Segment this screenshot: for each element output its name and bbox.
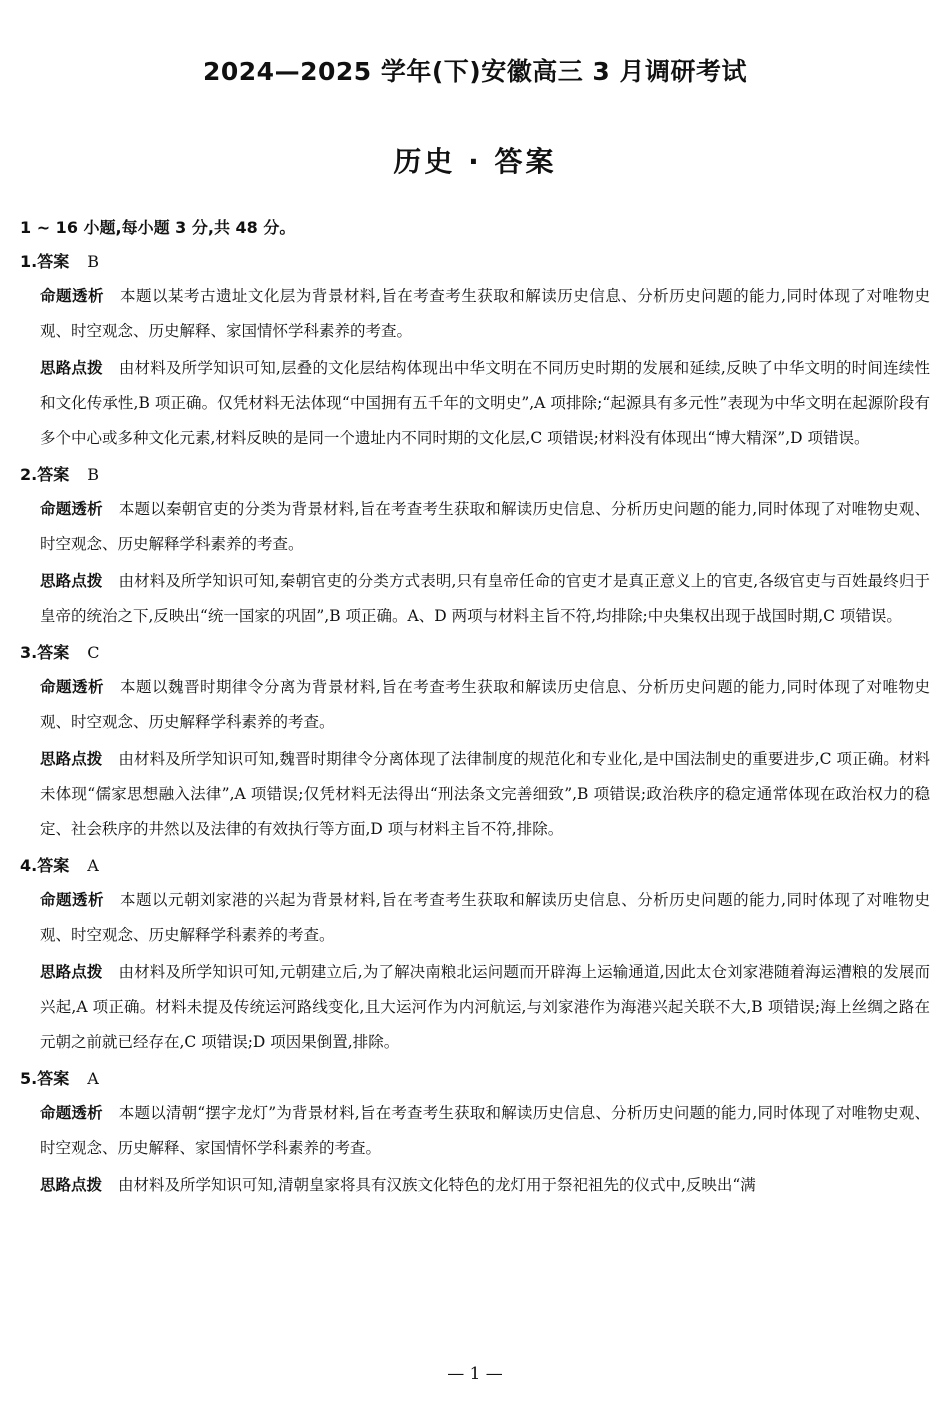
- analysis-label: 命题透析: [40, 678, 104, 696]
- analysis-label: 命题透析: [40, 891, 104, 909]
- question-4: [20, 849, 930, 1060]
- analysis-text: 本题以元朝刘家港的兴起为背景材料,旨在考查考生获取和解读历史信息、分析历史问题的能力,同时体现了对唯物史观、时空观念、历史解释学科素养的考查。: [40, 891, 930, 944]
- answer-content: [20, 211, 930, 1205]
- hint-text: 由材料及所学知识可知,魏晋时期律令分离体现了法律制度的规范化和专业化,是中国法制史的重要进步,C 项正确。材料未体现“儒家思想融入法律”,A 项错误;仅凭材料无法得出“刑法条文完善细致”,B 项错误;政治秩序的稳定通常体现在政治权力的稳定、社会秩序的井然以及法律的有效执行等方面,D 项与材料主旨不符,排除。: [40, 750, 930, 838]
- question-number: 3.: [20, 643, 38, 662]
- analysis-label: 命题透析: [40, 1104, 103, 1122]
- analysis-label: 命题透析: [40, 500, 103, 518]
- hint-text: 由材料及所学知识可知,层叠的文化层结构体现出中华文明在不同历史时期的发展和延续,反映了中华文明的时间连续性和文化传承性,B 项正确。仅凭材料无法体现“中国拥有五千年的文明史”,A 项排除;“起源具有多元性”表现为中华文明在起源阶段有多个中心或多种文化元素,材料反映的是同一个遗址内不同时期的文化层,C 项错误;材料没有体现出“博大精深”,D 项错误。: [40, 359, 930, 447]
- question-number: 4.: [20, 856, 38, 875]
- answer-option: A: [87, 1069, 99, 1088]
- section-intro: 1 ~ 16 小题,每小题 3 分,共 48 分。: [20, 218, 296, 237]
- hint-label: 思路点拨: [40, 1176, 103, 1194]
- hint-text: 由材料及所学知识可知,清朝皇家将具有汉族文化特色的龙灯用于祭祀祖先的仪式中,反映出“满: [118, 1176, 756, 1194]
- analysis-paragraph: [40, 492, 930, 562]
- hint-text: 由材料及所学知识可知,秦朝官吏的分类方式表明,只有皇帝任命的官吏才是真正意义上的官吏,各级官吏与百姓最终归于皇帝的统治之下,反映出“统一国家的巩固”,B 项正确。A、D 两项与材料主旨不符,均排除;中央集权出现于战国时期,C 项错误。: [40, 572, 930, 625]
- page-number: — 1 —: [447, 1364, 503, 1384]
- hint-paragraph: [40, 1168, 930, 1203]
- answer-label: 答案: [37, 252, 70, 271]
- hint-paragraph: [40, 742, 930, 847]
- hint-text: 由材料及所学知识可知,元朝建立后,为了解决南粮北运问题而开辟海上运输通道,因此太仓刘家港随着海运漕粮的发展而兴起,A 项正确。材料未提及传统运河路线变化,且大运河作为内河航运,与刘家港作为海港兴起关联不大,B 项错误;海上丝绸之路在元朝之前就已经存在,C 项错误;D 项因果倒置,排除。: [40, 963, 930, 1051]
- question-header: [20, 245, 930, 279]
- answer-label: 答案: [37, 1069, 70, 1088]
- question-number: 5.: [20, 1069, 38, 1088]
- analysis-label: 命题透析: [40, 287, 104, 305]
- hint-paragraph: [40, 955, 930, 1060]
- answer-option: B: [87, 465, 99, 484]
- answer-label: 答案: [37, 856, 70, 875]
- hint-paragraph: [40, 564, 930, 634]
- analysis-paragraph: [40, 1096, 930, 1166]
- question-header: [20, 458, 930, 492]
- question-header: [20, 849, 930, 883]
- answer-label: 答案: [37, 643, 70, 662]
- question-1: [20, 245, 930, 456]
- answer-option: B: [87, 252, 99, 271]
- answer-option: C: [87, 643, 100, 662]
- analysis-paragraph: [40, 883, 930, 953]
- hint-label: 思路点拨: [40, 359, 103, 377]
- question-number: 1.: [20, 252, 38, 271]
- analysis-paragraph: [40, 670, 930, 740]
- answer-option: A: [87, 856, 99, 875]
- question-header: [20, 1062, 930, 1096]
- analysis-text: 本题以秦朝官吏的分类为背景材料,旨在考查考生获取和解读历史信息、分析历史问题的能力,同时体现了对唯物史观、时空观念、历史解释学科素养的考查。: [40, 500, 930, 553]
- question-2: [20, 458, 930, 634]
- page-subtitle: 历史 · 答案: [393, 145, 557, 178]
- hint-label: 思路点拨: [40, 963, 103, 981]
- analysis-text: 本题以魏晋时期律令分离为背景材料,旨在考查考生获取和解读历史信息、分析历史问题的能力,同时体现了对唯物史观、时空观念、历史解释学科素养的考查。: [40, 678, 930, 731]
- hint-label: 思路点拨: [40, 750, 103, 768]
- question-number: 2.: [20, 465, 38, 484]
- analysis-text: 本题以某考古遗址文化层为背景材料,旨在考查考生获取和解读历史信息、分析历史问题的能力,同时体现了对唯物史观、时空观念、历史解释、家国情怀学科素养的考查。: [40, 287, 930, 340]
- hint-paragraph: [40, 351, 930, 456]
- question-5: [20, 1062, 930, 1203]
- page-title: 2024—2025 学年(下)安徽高三 3 月调研考试: [202, 57, 748, 86]
- question-3: [20, 636, 930, 847]
- analysis-paragraph: [40, 279, 930, 349]
- answer-label: 答案: [37, 465, 70, 484]
- analysis-text: 本题以清朝“摆字龙灯”为背景材料,旨在考查考生获取和解读历史信息、分析历史问题的能力,同时体现了对唯物史观、时空观念、历史解释、家国情怀学科素养的考查。: [40, 1104, 930, 1157]
- question-header: [20, 636, 930, 670]
- hint-label: 思路点拨: [40, 572, 103, 590]
